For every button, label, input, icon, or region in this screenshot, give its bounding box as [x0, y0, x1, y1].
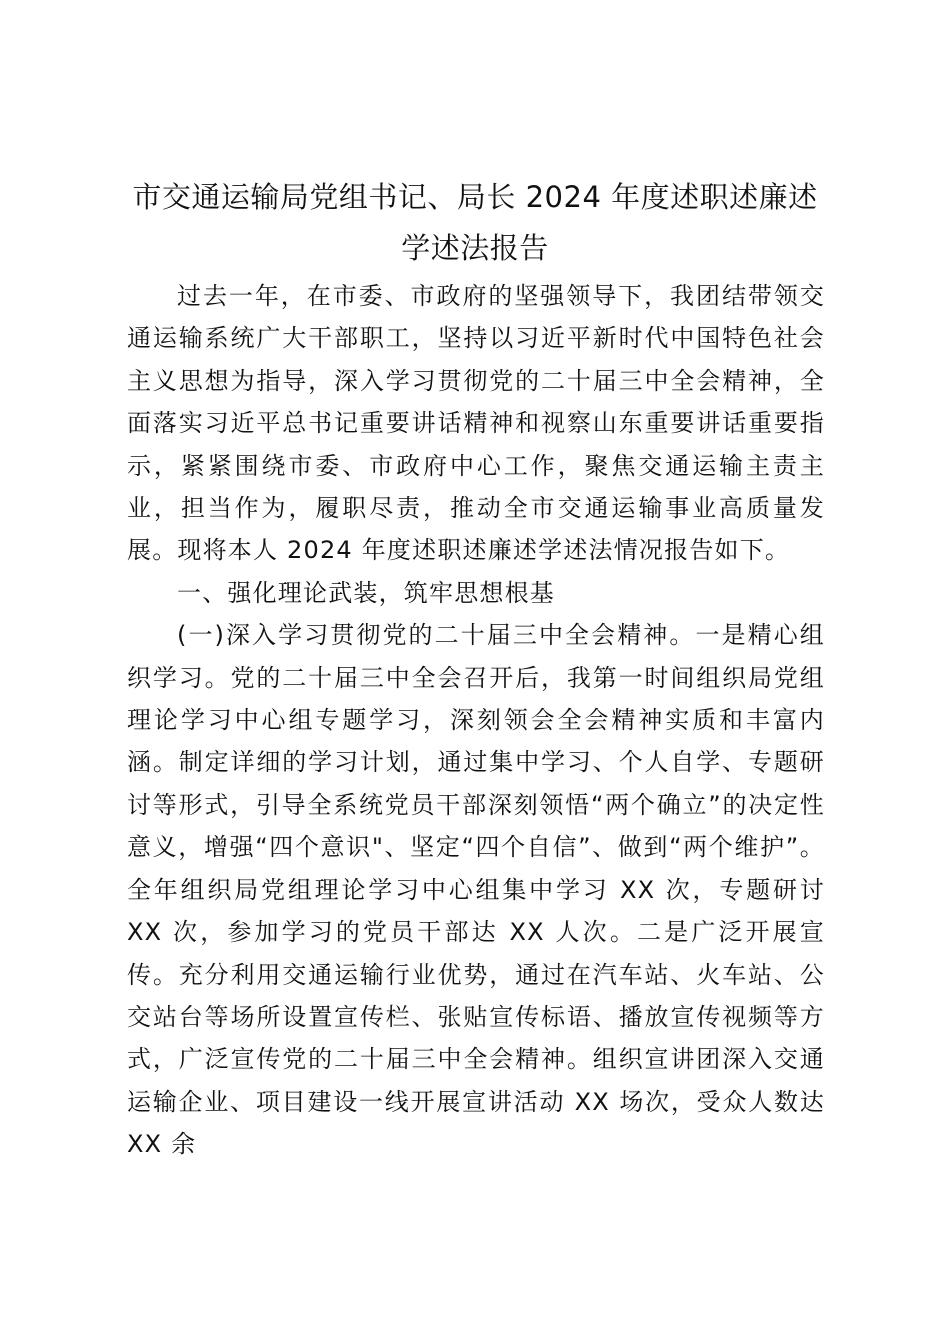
- document-body: [127, 275, 825, 1166]
- intro-paragraph: 过去一年，在市委、市政府的坚强领导下，我团结带领交通运输系统广大干部职工，坚持以习近平新时代中国特色社会主义思想为指导，深入学习贯彻党的二十届三中全会精神，全面落实习近平总书记重要讲话精神和视察山东重要讲话重要指示，紧紧围绕市委、市政府中心工作，聚焦交通运输主责主业，担当作为，履职尽责，推动全市交通运输事业高质量发展。现将本人 2024 年度述职述廉述学述法情况报告如下。: [127, 282, 825, 565]
- document-title: 市交通运输局党组书记、局长 2024 年度述职述廉述学述法报告: [132, 180, 818, 265]
- body-paragraph: (一)深入学习贯彻党的二十届三中全会精神。一是精心组织学习。党的二十届三中全会召开后，我第一时间组织局党组理论学习中心组专题学习，深刻领会全会精神实质和丰富内涵。制定详细的学习计划，通过集中学习、个人自学、专题研讨等形式，引导全系统党员干部深刻领悟“两个确立”的决定性意义，增强“四个意识"、坚定“四个自信”、做到“两个维护”。全年组织局党组理论学习中心组集中学习 XX 次，专题研讨 XX 次，参加学习的党员干部达 XX 人次。二是广泛开展宣传。充分利用交通运输行业优势，通过在汽车站、火车站、公交站台等场所设置宣传栏、张贴宣传标语、播放宣传视频等方式，广泛宣传党的二十届三中全会精神。组织宣讲团深入交通运输企业、项目建设一线开展宣讲活动 XX 场次，受众人数达 XX 余: [127, 621, 825, 1159]
- section-heading: 一、强化理论武装，筑牢思想根基: [177, 578, 555, 607]
